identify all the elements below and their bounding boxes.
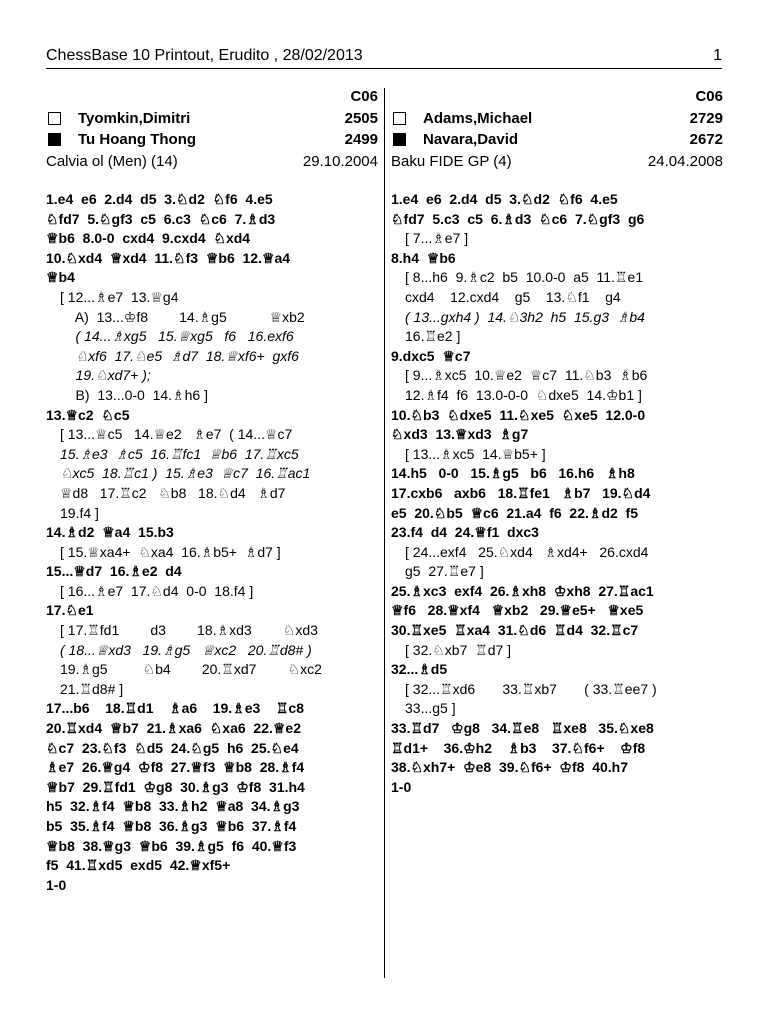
mainline-text: 1-0 — [391, 778, 412, 795]
mainline-text: 8.h4 ♕b6 — [391, 249, 456, 266]
mainline-text: 1.e4 e6 2.d4 d5 3.♘d2 ♘f6 4.e5 — [46, 191, 273, 207]
variation-text: 19.f4 ] — [60, 504, 99, 521]
white-player-row — [391, 108, 723, 129]
variation-text: ( 18...♕xd3 19.♗g5 ♕xc2 20.♖d8# ) — [60, 641, 312, 658]
variation-text: 33...g5 ] — [405, 700, 456, 717]
variation-text: [ 12...♗e7 13.♕g4 — [60, 288, 179, 305]
white-square-icon — [393, 112, 406, 125]
column-divider — [384, 88, 385, 978]
white-player-name: Adams,Michael — [423, 110, 533, 127]
mainline-text: ♘fd7 5.c3 c5 6.♗d3 ♘c6 7.♘gf3 g6 — [391, 210, 645, 227]
mainline-text: ♕b6 8.0-0 cxd4 9.cxd4 ♘xd4 — [46, 230, 251, 247]
black-player-rating: 2672 — [689, 131, 723, 148]
mainline-text: 30.♖xe5 ♖xa4 31.♘d6 ♖d4 32.♖c7 — [391, 622, 639, 639]
mainline-text: e5 20.♘b5 ♕c6 21.a4 f6 22.♗d2 f5 — [391, 504, 639, 521]
variation-text: [ 7...♗e7 ] — [405, 230, 469, 247]
mainline-text: ♕b7 29.♖fd1 ♔g8 30.♗g3 ♔f8 31.h4 — [46, 778, 305, 795]
eco-code: C06 — [350, 88, 378, 105]
mainline-text: 9.dxc5 ♕c7 — [391, 347, 471, 364]
page-number: 1 — [713, 47, 722, 64]
variation-text: 21.♖d8# ] — [60, 680, 124, 697]
black-player-row — [46, 129, 378, 150]
mainline-text: ♕f6 28.♕xf4 ♕xb2 29.♕e5+ ♕xe5 — [391, 602, 644, 619]
mainline-text: 14.h5 0-0 15.♗g5 b6 16.h6 ♗h8 — [391, 465, 635, 482]
mainline-text: 17.cxb6 axb6 18.♖fe1 ♗b7 19.♘d4 — [391, 484, 651, 501]
variation-text: [ 13...♕c5 14.♕e2 ♗e7 ( 14...♕c7 — [60, 426, 293, 443]
printout-title: ChessBase 10 Printout, Erudito , 28/02/2013 — [46, 47, 363, 64]
white-player-rating: 2505 — [344, 110, 378, 127]
mainline-text: ♖d1+ 36.♔h2 ♗b3 37.♘f6+ ♔f8 — [391, 739, 646, 756]
variation-text: ( 14...♗xg5 15.♕xg5 f6 16.exf6 — [60, 328, 294, 345]
variation-text: [ 9...♗xc5 10.♕e2 ♕c7 11.♘b3 ♗b6 — [405, 367, 648, 384]
mainline-text: 1-0 — [46, 876, 67, 893]
black-square-icon — [393, 133, 406, 146]
variation-text: B) 13...0-0 14.♗h6 ] — [60, 386, 208, 403]
event-name: Calvia ol (Men) (14) — [46, 152, 178, 170]
variation-text: 19.♗g5 ♘b4 20.♖xd7 ♘xc2 — [60, 661, 322, 678]
variation-text: A) 13...♔f8 14.♗g5 ♕xb2 — [60, 308, 305, 325]
mainline-text: ♗e7 26.♕g4 ♔f8 27.♕f3 ♕b8 28.♗f4 — [46, 759, 305, 776]
mainline-text: ♘c7 23.♘f3 ♘d5 24.♘g5 h6 25.♘e4 — [46, 739, 299, 756]
mainline-text: 38.♘xh7+ ♔e8 39.♘f6+ ♔f8 40.h7 — [391, 759, 628, 776]
mainline-text: ♘xd3 13.♕xd3 ♗g7 — [391, 426, 529, 443]
black-player-name: Navara,David — [423, 131, 519, 148]
black-player-row — [391, 129, 723, 150]
variation-text: [ 17.♖fd1 d3 18.♗xd3 ♘xd3 — [60, 622, 318, 639]
mainline-text: 10.♘b3 ♘dxe5 11.♘xe5 ♘xe5 12.0-0 — [391, 406, 646, 423]
variation-text: [ 15.♕xa4+ ♘xa4 16.♗b5+ ♗d7 ] — [60, 543, 281, 560]
move-list — [391, 190, 723, 797]
page-header — [46, 46, 722, 69]
mainline-text: 17.♘e1 — [46, 602, 94, 619]
variation-text: [ 16...♗e7 17.♘d4 0-0 18.f4 ] — [60, 582, 254, 599]
mainline-text: 20.♖xd4 ♕b7 21.♗xa6 ♘xa6 22.♕e2 — [46, 720, 302, 737]
mainline-text: f5 41.♖xd5 exd5 42.♕xf5+ — [46, 857, 231, 874]
variation-text: 16.♖e2 ] — [405, 328, 461, 345]
game-column-right — [391, 88, 723, 797]
mainline-text: ♘fd7 5.♘gf3 c5 6.c3 ♘c6 7.♗d3 — [46, 210, 276, 227]
event-row — [46, 150, 378, 172]
mainline-text: 14.♗d2 ♕a4 15.b3 — [46, 524, 174, 541]
variation-text: ♘xc5 18.♖c1 ) 15.♗e3 ♕c7 16.♖ac1 — [60, 465, 311, 482]
mainline-text: 10.♘xd4 ♕xd4 11.♘f3 ♕b6 12.♕a4 — [46, 249, 291, 266]
mainline-text: 25.♗xc3 exf4 26.♗xh8 ♔xh8 27.♖ac1 — [391, 582, 654, 599]
move-list — [46, 190, 378, 895]
white-player-name: Tyomkin,Dimitri — [78, 110, 191, 127]
white-player-rating: 2729 — [689, 110, 723, 127]
mainline-text: 23.f4 d4 24.♕f1 dxc3 — [391, 524, 539, 541]
black-player-rating: 2499 — [344, 131, 378, 148]
mainline-text: 1.e4 e6 2.d4 d5 3.♘d2 ♘f6 4.e5 — [391, 191, 618, 207]
black-square-icon — [48, 133, 61, 146]
variation-text: 19.♘xd7+ ); — [60, 367, 151, 384]
variation-text: [ 32...♖xd6 33.♖xb7 ( 33.♖ee7 ) — [405, 680, 657, 697]
game-date: 24.04.2008 — [647, 152, 723, 170]
variation-text: [ 8...h6 9.♗c2 b5 10.0-0 a5 11.♖e1 — [405, 269, 644, 286]
variation-text: cxd4 12.cxd4 g5 13.♘f1 g4 — [405, 288, 621, 305]
variation-text: ♘xf6 17.♘e5 ♗d7 18.♕xf6+ gxf6 — [60, 347, 299, 364]
variation-text: 12.♗f4 f6 13.0-0-0 ♘dxe5 14.♔b1 ] — [405, 386, 642, 403]
variation-text: [ 13...♗xc5 14.♕b5+ ] — [405, 445, 546, 462]
white-square-icon — [48, 112, 61, 125]
variation-text: [ 24...exf4 25.♘xd4 ♗xd4+ 26.cxd4 — [405, 543, 649, 560]
mainline-text: 15...♕d7 16.♗e2 d4 — [46, 563, 182, 580]
variation-text: g5 27.♖e7 ] — [405, 563, 484, 580]
white-player-row — [46, 108, 378, 129]
mainline-text: ♕b4 — [46, 269, 75, 286]
mainline-text: h5 32.♗f4 ♕b8 33.♗h2 ♕a8 34.♗g3 — [46, 798, 300, 815]
mainline-text: 17...b6 18.♖d1 ♗a6 19.♗e3 ♖c8 — [46, 700, 304, 717]
mainline-text: 33.♖d7 ♔g8 34.♖e8 ♖xe8 35.♘xe8 — [391, 720, 654, 737]
eco-code: C06 — [695, 88, 723, 105]
variation-text: 15.♗e3 ♗c5 16.♖fc1 ♕b6 17.♖xc5 — [60, 445, 299, 462]
game-column-left — [46, 88, 378, 895]
mainline-text: ♕b8 38.♕g3 ♕b6 39.♗g5 f6 40.♕f3 — [46, 837, 297, 854]
mainline-text: 32...♗d5 — [391, 661, 448, 678]
game-date: 29.10.2004 — [302, 152, 378, 170]
variation-text: ♕d8 17.♖c2 ♘b8 18.♘d4 ♗d7 — [60, 484, 286, 501]
variation-text: [ 32.♘xb7 ♖d7 ] — [405, 641, 512, 658]
event-name: Baku FIDE GP (4) — [391, 152, 512, 170]
mainline-text: 13.♕c2 ♘c5 — [46, 406, 130, 423]
black-player-name: Tu Hoang Thong — [78, 131, 197, 148]
variation-text: ( 13...gxh4 ) 14.♘3h2 h5 15.g3 ♗b4 — [405, 308, 645, 325]
event-row — [391, 150, 723, 172]
mainline-text: b5 35.♗f4 ♕b8 36.♗g3 ♕b6 37.♗f4 — [46, 818, 297, 834]
